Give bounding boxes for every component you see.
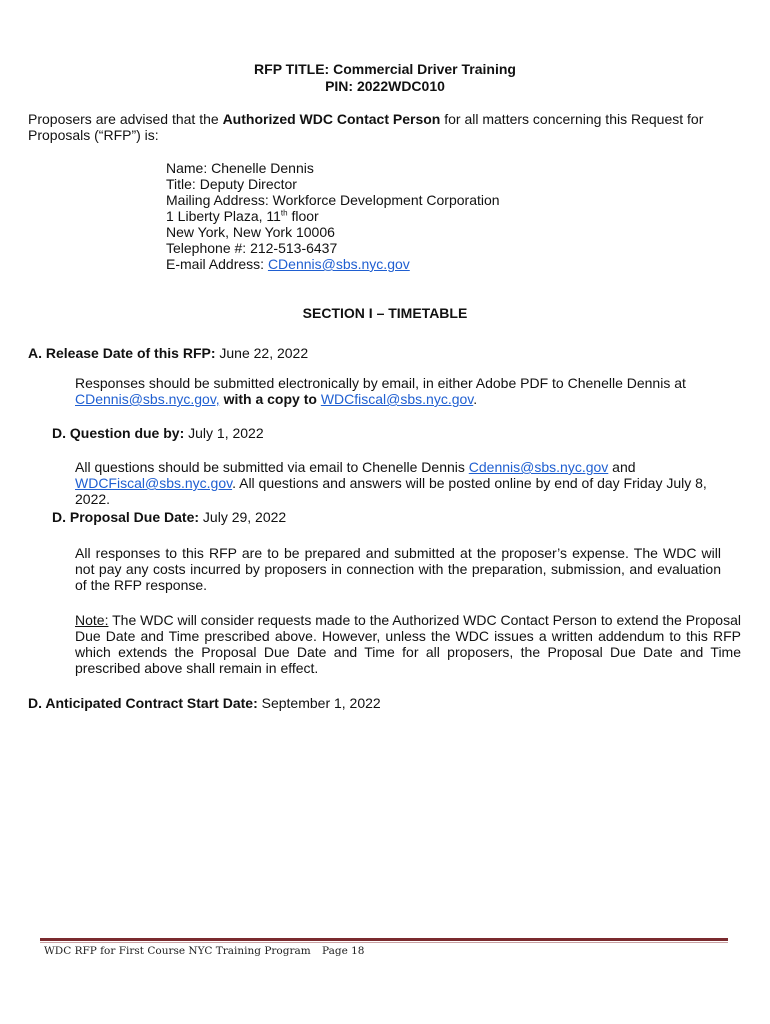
intro-contact-label: Authorized WDC Contact Person (222, 111, 441, 127)
release-date-heading: A. Release Date of this RFP: June 22, 2022 (28, 345, 309, 361)
question-email-link[interactable]: Cdennis@sbs.nyc.gov (468, 459, 609, 475)
contact-email-link[interactable]: CDennis@sbs.nyc.gov (267, 256, 410, 272)
contact-mailing: Mailing Address: Workforce Development Corporation (166, 192, 500, 208)
question-due-heading: D. Question due by: July 1, 2022 (52, 425, 264, 441)
ordinal-sup: th (280, 208, 288, 218)
contact-title: Title: Deputy Director (166, 176, 297, 192)
rfp-title: RFP TITLE: Commercial Driver Training (254, 61, 516, 77)
intro-paragraph (28, 111, 728, 143)
intro-text-tail: for all matters concerning this Request for (440, 111, 704, 127)
rfp-pin: PIN: 2022WDC010 (325, 78, 445, 94)
footer-title: WDC RFP for First Course NYC Training Program (44, 945, 311, 957)
fiscal-email-link[interactable]: WDCfiscal@sbs.nyc.gov (320, 391, 474, 407)
contract-start-heading: D. Anticipated Contract Start Date: September 1, 2022 (28, 695, 381, 711)
release-paragraph: Responses should be submitted electronically by email, in either Adobe PDF to Chenelle Dennis at CDennis@sbs.nyc.gov, with a copy to WDCfiscal@sbs.nyc.gov. (75, 375, 686, 407)
release-email-link[interactable]: CDennis@sbs.nyc.gov, (75, 391, 220, 407)
footer-rule (40, 938, 728, 941)
proposal-due-heading: D. Proposal Due Date: July 29, 2022 (52, 509, 287, 525)
footer-page-number: Page 18 (322, 945, 365, 957)
section-title: SECTION I – TIMETABLE (302, 305, 468, 321)
contact-phone: Telephone #: 212-513-6437 (166, 240, 338, 256)
contact-email-line: E-mail Address: CDennis@sbs.nyc.gov (166, 256, 410, 272)
question-paragraph: All questions should be submitted via email to Chenelle Dennis Cdennis@sbs.nyc.gov and WDCFiscal@sbs.nyc.gov. All questions and answers will be posted online by end of day Friday July 8, 2022. (75, 459, 707, 507)
note-label: Note: (75, 612, 109, 628)
note-paragraph: Note: The WDC will consider requests made to the Authorized WDC Contact Person to extend the Proposal Due Date and Time prescribed above. However, unless the WDC issues a written addendum to this RFP which extends the Proposal Due Date and Time for all proposers, the Proposal Due Date and Time prescribed above shall remain in effect. (75, 612, 741, 676)
contact-city: New York, New York 10006 (166, 224, 335, 240)
contact-block (166, 160, 646, 272)
intro-text: Proposers are advised that the (28, 111, 223, 127)
proposal-paragraph: All responses to this RFP are to be prepared and submitted at the proposer’s expense. The WDC will not pay any costs incurred by proposers in connection with the preparation, submission, and evaluation of the RFP response. (75, 545, 721, 593)
question-fiscal-link[interactable]: WDCFiscal@sbs.nyc.gov (75, 475, 233, 491)
contact-name: Name: Chenelle Dennis (166, 160, 314, 176)
contact-street: 1 Liberty Plaza, 11th floor (166, 208, 319, 224)
intro-text-line2: Proposals (“RFP”) is: (28, 127, 159, 143)
footer-rule-shadow (40, 942, 728, 943)
